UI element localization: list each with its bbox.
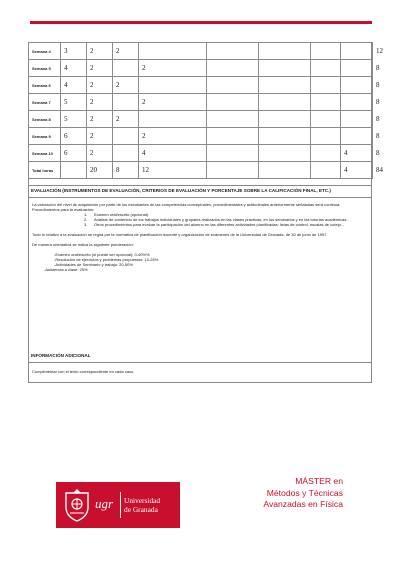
evaluation-intro: La valoración del nivel de adquisición por parte de los estudiantes de las competencias conceptuales, procedimentales y actitudinales anteriormente señaladas será continua. [32, 202, 341, 207]
hours-cell [113, 94, 139, 111]
hours-cell [207, 77, 259, 94]
list-item: 2. Análisis de contenido de los trabajos individuales y grupales realizados en las clases prácticas, en los seminarios y en las tutorías académicas. [84, 217, 348, 222]
evaluation-procedures-list [84, 212, 364, 227]
hours-cell: 2 [87, 128, 113, 145]
week-label: Semana 5 [29, 60, 61, 77]
hours-cell [207, 128, 259, 145]
weighting-label: De manera orientativa se indica la siguiente ponderación: [32, 242, 134, 247]
hours-cell: 5 [61, 94, 87, 111]
hours-cell [341, 77, 373, 94]
evaluation-procedures-label: Procedimientos para la evaluación: [32, 207, 95, 212]
hours-cell: 6 [61, 145, 87, 162]
hours-cell [341, 111, 373, 128]
hours-cell [311, 145, 341, 162]
logo-divider [120, 492, 121, 518]
hours-cell: 2 [113, 77, 139, 94]
table-row: Semana 8 5 2 2 8 [29, 111, 373, 128]
hours-cell [311, 128, 341, 145]
weekly-hours-table [28, 42, 383, 179]
hours-cell [259, 43, 311, 60]
hours-cell [259, 60, 311, 77]
weighting-item: -Asistencia a clase: 25% [44, 267, 88, 272]
hours-cell: 2 [87, 145, 113, 162]
hours-cell: 2 [139, 94, 207, 111]
evaluation-heading: EVALUACIÓN (INSTRUMENTOS DE EVALUACIÓN, CRITERIOS DE EVALUACIÓN Y PORCENTAJE SOBRE LA CALIFICACIÓN FINAL, ETC.) [28, 185, 372, 198]
hours-cell [113, 128, 139, 145]
hours-cell: 5 [61, 111, 87, 128]
week-label: Total horas [29, 162, 61, 179]
list-item: 1. Examen oral/escrito (opcional). [84, 212, 150, 217]
weighting-item: -Examen oral/escrito (si puede ser opcional): 0-40%% [54, 252, 150, 257]
additional-info-heading: INFORMACIÓN ADICIONAL [28, 351, 372, 363]
hours-cell [341, 60, 373, 77]
table-row: Semana 9 6 2 2 8 [29, 128, 373, 145]
hours-cell: 20 [87, 162, 113, 179]
hours-cell: 4 [61, 77, 87, 94]
week-label: Semana 8 [29, 111, 61, 128]
hours-cell [311, 94, 341, 111]
hours-cell: 2 [87, 77, 113, 94]
hours-cell: 2 [139, 60, 207, 77]
hours-cell: 2 [87, 94, 113, 111]
hours-cell: 4 [341, 162, 373, 179]
hours-cell [259, 77, 311, 94]
week-label: Semana 4 [29, 43, 61, 60]
evaluation-body [32, 202, 364, 272]
week-label: Semana 6 [29, 77, 61, 94]
hours-cell [139, 77, 207, 94]
hours-cell [207, 94, 259, 111]
hours-cell [259, 111, 311, 128]
hours-cell: 2 [139, 128, 207, 145]
hours-cell [61, 162, 87, 179]
table-row: Semana 5 4 2 2 8 [29, 60, 373, 77]
hours-cell [139, 111, 207, 128]
hours-cell: 4 [139, 145, 207, 162]
hours-cell [259, 94, 311, 111]
hours-cell: 2 [113, 111, 139, 128]
hours-cell [311, 77, 341, 94]
hours-cell: 2 [113, 43, 139, 60]
table-row: Total horas 20 8 12 4 84 [29, 162, 373, 179]
hours-cell [311, 43, 341, 60]
week-label: Semana 10 [29, 145, 61, 162]
table-row: Semana 10 6 2 4 4 8 [29, 145, 373, 162]
hours-cell [259, 162, 311, 179]
hours-cell: 2 [87, 111, 113, 128]
university-logo [56, 482, 180, 528]
table-row: Semana 4 3 2 2 12 [29, 43, 373, 60]
hours-cell [113, 60, 139, 77]
evaluation-regulation: Todo lo relativo a la evaluación se regirá por la normativa de planificación docente y organización de exámenes de la Universidad de Granada, de 30 de junio de 1997. [32, 232, 328, 237]
list-item: 3. Otros procedimientos para evaluar la participación del alumno en las diferentes actividades planificadas: listas de control, escalas de cotejo... [84, 222, 345, 227]
header-accent-bar [30, 21, 372, 24]
hours-cell [207, 43, 259, 60]
hours-cell: 2 [87, 60, 113, 77]
master-title: MÁSTER en Métodos y Técnicas Avanzadas en Física [263, 476, 343, 509]
ugr-wordmark: ugr [95, 496, 114, 511]
hours-cell [311, 60, 341, 77]
hours-cell [311, 162, 341, 179]
hours-cell [207, 162, 259, 179]
hours-cell: 4 [61, 60, 87, 77]
hours-cell [311, 111, 341, 128]
week-label: Semana 9 [29, 128, 61, 145]
hours-cell: 8 [113, 162, 139, 179]
hours-cell [341, 128, 373, 145]
hours-cell [259, 128, 311, 145]
hours-cell: 4 [341, 145, 373, 162]
hours-cell [207, 145, 259, 162]
hours-cell: 6 [61, 128, 87, 145]
hours-cell [341, 94, 373, 111]
hours-cell [259, 145, 311, 162]
university-name: Universidad de Granada [124, 496, 161, 514]
hours-cell [207, 111, 259, 128]
hours-cell: 3 [61, 43, 87, 60]
table-row: Semana 7 5 2 2 8 [29, 94, 373, 111]
additional-info-text: Cumplimentar con el texto correspondiente en cada caso. [32, 369, 135, 374]
hours-cell [139, 43, 207, 60]
hours-cell [113, 145, 139, 162]
table-row: Semana 6 4 2 2 8 [29, 77, 373, 94]
hours-cell [207, 60, 259, 77]
weighting-item: -Actividades de Seminario y trabajo: 20-50% [54, 262, 133, 267]
university-seal-icon [62, 488, 92, 522]
hours-cell [341, 43, 373, 60]
weighting-item: -Resolución de ejercicios y problemas propuestos: 10-25% [54, 257, 159, 262]
week-label: Semana 7 [29, 94, 61, 111]
hours-cell: 12 [139, 162, 207, 179]
hours-cell: 2 [87, 43, 113, 60]
